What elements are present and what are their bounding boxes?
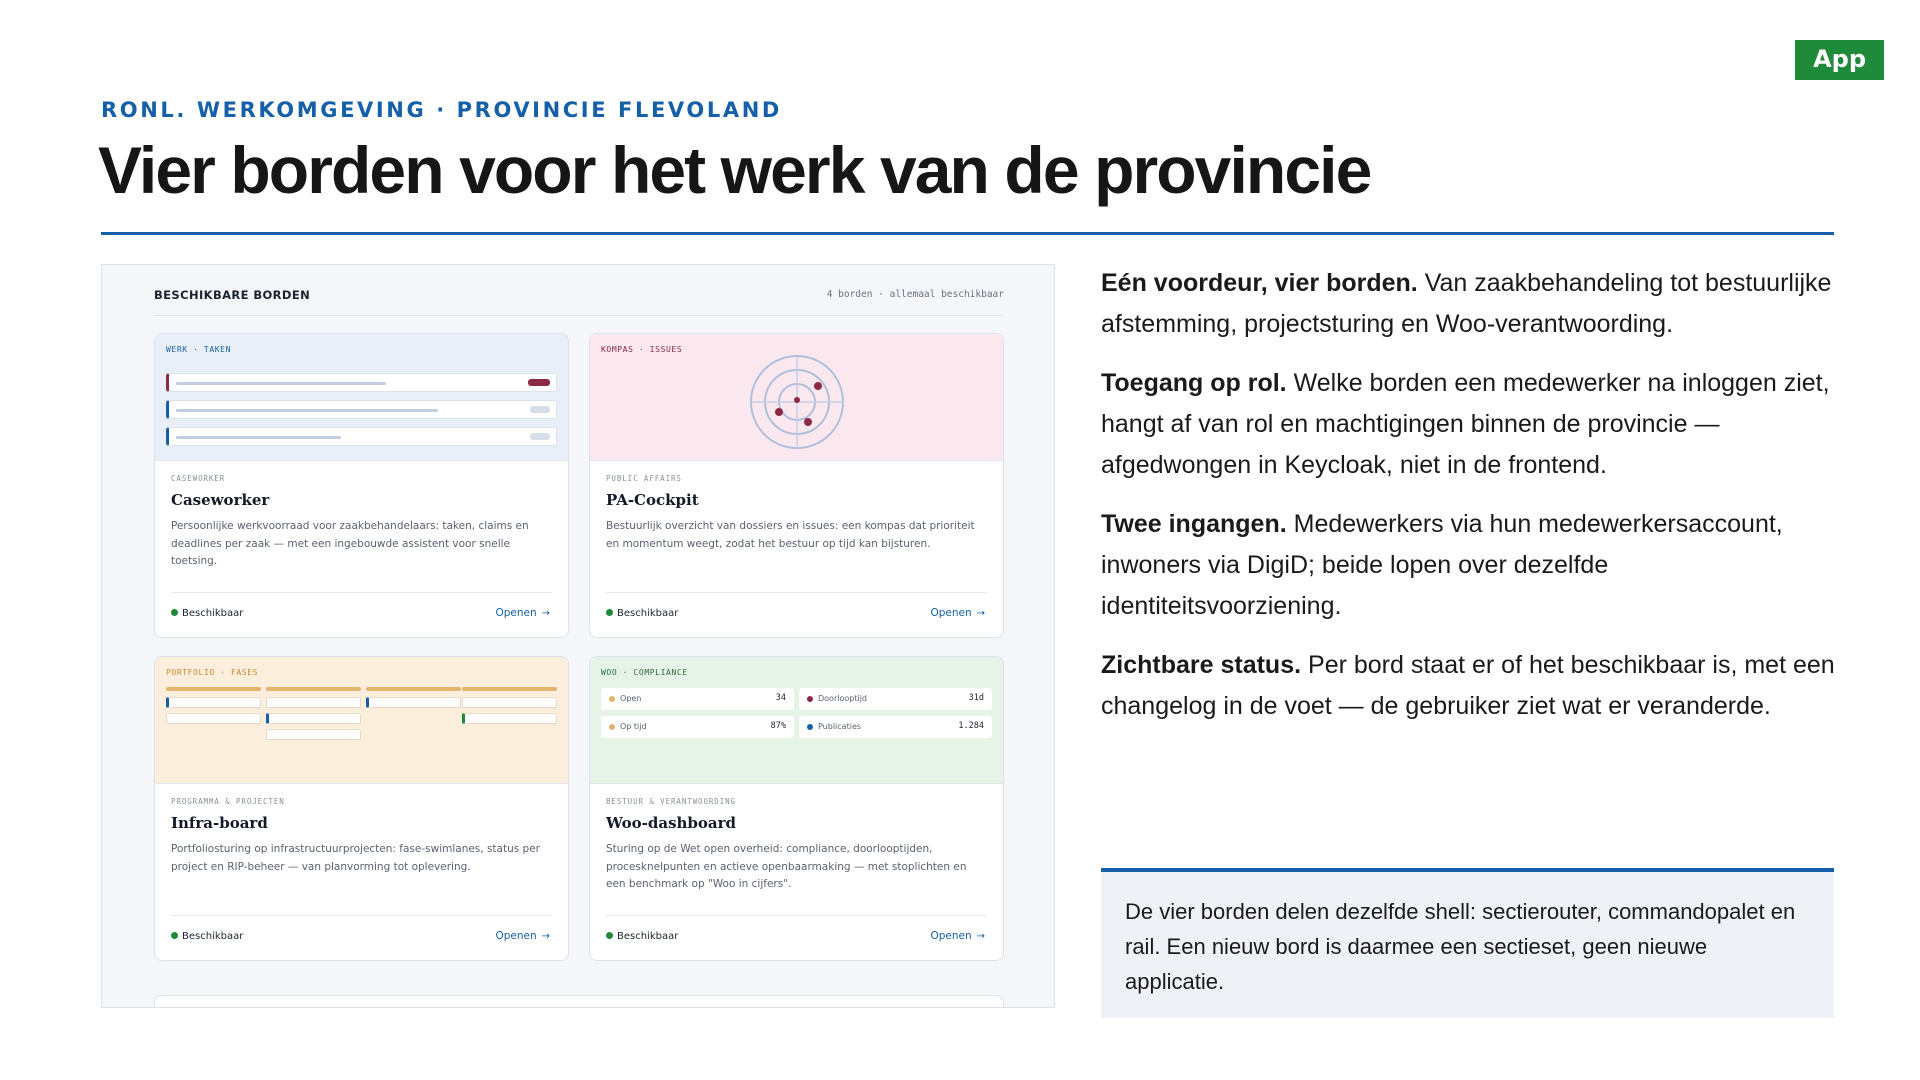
stat-dot-icon	[807, 696, 813, 702]
compass-icon	[747, 352, 847, 452]
card-description: Portfoliosturing op infrastructuurprojecten: fase-swimlanes, status per project en RIP-beheer — van planvorming tot oplevering.	[171, 843, 540, 873]
card-name: PA-Cockpit	[606, 491, 699, 509]
card-footer	[606, 915, 987, 960]
kicker: RONL. WERKOMGEVING · PROVINCIE FLEVOLAND	[101, 98, 782, 122]
preview-tag: PORTFOLIO · FASES	[166, 668, 259, 677]
card-description: Persoonlijke werkvoorraad voor zaakbehandelaars: taken, claims en deadlines per zaak — met een ingebouwde assistent voor snelle toetsing.	[171, 520, 529, 567]
preview-tag: WOO · COMPLIANCE	[601, 668, 688, 677]
board-card-infra-board[interactable]	[154, 656, 569, 961]
swimlane	[366, 687, 461, 691]
card-category: PROGRAMMA & PROJECTEN	[171, 797, 285, 806]
stat-tile: Publicaties 1.284	[799, 716, 992, 738]
board-card-caseworker[interactable]	[154, 333, 569, 638]
board-card-woo-dashboard[interactable]	[589, 656, 1004, 961]
card-preview	[155, 334, 568, 461]
card-category: PUBLIC AFFAIRS	[606, 474, 682, 483]
swimlane	[462, 687, 557, 691]
status-badge: Beschikbaar	[606, 608, 678, 619]
swimlane	[266, 687, 361, 691]
title-divider	[101, 232, 1834, 235]
card-category: CASEWORKER	[171, 474, 226, 483]
task-row	[166, 427, 557, 446]
status-dot-icon	[171, 609, 178, 616]
open-link[interactable]: Openen →	[495, 930, 550, 942]
swimlane	[166, 687, 261, 691]
card-category: BESTUUR & VERANTWOORDING	[606, 797, 736, 806]
stat-dot-icon	[807, 724, 813, 730]
panel-header	[154, 288, 1004, 316]
status-badge: Beschikbaar	[171, 931, 243, 942]
status-dot-icon	[171, 932, 178, 939]
page-title: Vier borden voor het werk van de provincie	[98, 133, 1371, 207]
arrow-right-icon: →	[541, 931, 550, 942]
point-ingangen: Twee ingangen. Medewerkers via hun medewerkersaccount, inwoners via DigiD; beide lopen over dezelfde identiteitsvoorziening.	[1101, 510, 1783, 620]
panel-meta: 4 borden · allemaal beschikbaar	[826, 289, 1004, 300]
card-preview	[590, 657, 1003, 784]
open-link[interactable]: Openen →	[930, 607, 985, 619]
card-description: Bestuurlijk overzicht van dossiers en issues: een kompas dat prioriteit en momentum weegt, zodat het bestuur op tijd kan bijsturen.	[606, 520, 975, 550]
task-row	[166, 373, 557, 392]
preview-tag: KOMPAS · ISSUES	[601, 345, 683, 354]
status-badge: Beschikbaar	[171, 608, 243, 619]
stat-dot-icon	[609, 696, 615, 702]
arrow-right-icon: →	[976, 931, 985, 942]
card-name: Caseworker	[171, 491, 270, 509]
shell-note: De vier borden delen dezelfde shell: sectierouter, commandopalet en rail. Een nieuw bord is daarmee een sectieset, geen nieuwe applicatie.	[1101, 868, 1834, 1018]
card-name: Infra-board	[171, 814, 268, 832]
stat-tile: Doorlooptijd 31d	[799, 688, 992, 710]
status-dot-icon	[606, 609, 613, 616]
key-points	[1101, 263, 1836, 745]
preview-tag: WERK · TAKEN	[166, 345, 231, 354]
boards-screenshot	[101, 264, 1055, 1008]
status-dot-icon	[606, 932, 613, 939]
app-badge: App	[1795, 40, 1884, 80]
stat-dot-icon	[609, 724, 615, 730]
arrow-right-icon: →	[541, 608, 550, 619]
open-link[interactable]: Openen →	[495, 607, 550, 619]
point-voordeur: Eén voordeur, vier borden. Van zaakbehandeling tot bestuurlijke afstemming, projectsturing en Woo-verantwoording.	[1101, 269, 1832, 338]
card-description: Sturing op de Wet open overheid: compliance, doorlooptijden, procesknelpunten en actieve openbaarmaking — met stoplichten en een benchmark op "Woo in cijfers".	[606, 843, 967, 890]
point-toegang: Toegang op rol. Welke borden een medewerker na inloggen ziet, hangt af van rol en machtigingen binnen de provincie — afgedwongen in Keycloak, niet in de frontend.	[1101, 369, 1830, 479]
card-footer	[171, 592, 552, 637]
card-footer	[606, 592, 987, 637]
card-preview	[590, 334, 1003, 461]
panel-footer-stub	[154, 995, 1004, 1008]
card-name: Woo-dashboard	[606, 814, 737, 832]
panel-title: BESCHIKBARE BORDEN	[154, 288, 311, 302]
status-badge: Beschikbaar	[606, 931, 678, 942]
card-preview	[155, 657, 568, 784]
board-card-pa-cockpit[interactable]	[589, 333, 1004, 638]
task-row	[166, 400, 557, 419]
arrow-right-icon: →	[976, 608, 985, 619]
stat-tile: Open 34	[601, 688, 794, 710]
card-footer	[171, 915, 552, 960]
point-status: Zichtbare status. Per bord staat er of het beschikbaar is, met een changelog in de voet — de gebruiker ziet wat er veranderde.	[1101, 651, 1835, 720]
stat-tile: Op tijd 87%	[601, 716, 794, 738]
open-link[interactable]: Openen →	[930, 930, 985, 942]
